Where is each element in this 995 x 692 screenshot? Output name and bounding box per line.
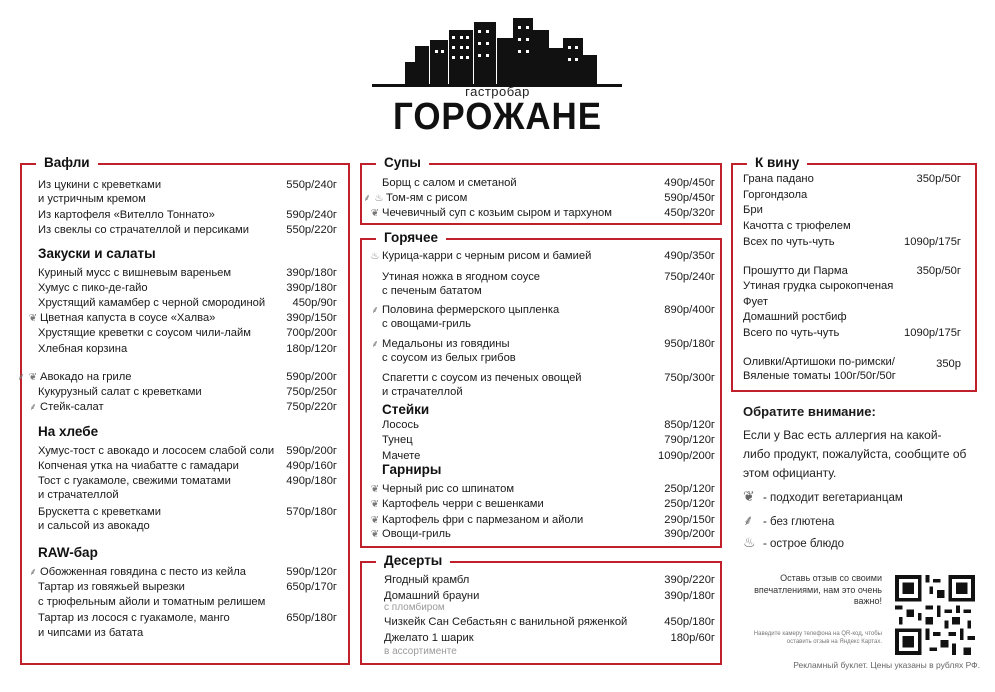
menu-item: Лосось (382, 419, 419, 431)
menu-item: Утиная ножка в ягодном соусе (382, 271, 541, 283)
legend-gluten-free: ⸙ - без глютена (743, 512, 835, 528)
wine-item: Грана падано (743, 173, 814, 185)
menu-item: Хрустящие креветки с соусом чили-лайм (38, 327, 251, 339)
leaf-icon: ❦ (28, 313, 38, 324)
leaf-icon: ❦ (370, 208, 380, 219)
wine-title: К вину (747, 155, 807, 170)
menu-item: Копченая утка на чиабатте с гамадари (38, 460, 239, 472)
menu-item-note: в ассортименте (384, 646, 457, 657)
wheat-free-icon: ⸙ (17, 372, 25, 383)
wine-price: 1090р/175г (904, 327, 961, 339)
wheat-free-icon: ⸙ (371, 339, 379, 350)
menu-price: 250р/120г (664, 498, 715, 510)
menu-price: 180р/60г (670, 632, 715, 644)
menu-item: Из цукини с креветками (38, 179, 162, 191)
wine-item-sub: Вяленые томаты 100г/50г/50г (743, 370, 896, 382)
chili-icon: ♨ (370, 251, 380, 262)
menu-item: ⸙ Обожженная говядина с песто из кейла (29, 566, 246, 578)
menu-price: 490р/180г (286, 475, 337, 487)
menu-item: ⸙ Стейк-салат (29, 401, 104, 413)
notice-text: Если у Вас есть аллергия на какой-либо продукт, пожалуйста, сообщите об этом официанту. (743, 428, 967, 480)
menu-item-sub: с соусом из белых грибов (382, 352, 516, 364)
wine-price: 1090р/175г (904, 236, 961, 248)
menu-price: 570р/180г (286, 506, 337, 518)
menu-price: 950р/180г (664, 338, 715, 350)
menu-item: ❦ Картофель черри с вешенками (370, 498, 544, 510)
desserts-title: Десерты (376, 553, 450, 568)
logo-subtitle: гастробар (465, 84, 530, 99)
footer-note: Рекламный буклет. Цены указаны в рублях РФ. (793, 660, 980, 670)
menu-item: Из свеклы со страчателлой и персиками (38, 224, 249, 236)
wheat-free-icon: ⸙ (363, 193, 371, 204)
menu-item: ❦ Черный рис со шпинатом (370, 483, 515, 495)
menu-item-sub: с овощами-гриль (382, 318, 471, 330)
wine-item: Прошутто ди Парма (743, 265, 848, 277)
wine-item: Горгондзола (743, 189, 808, 201)
menu-item: Тартар из лосося с гуакамоле, манго (38, 612, 230, 624)
leaf-icon: ❦ (28, 372, 38, 383)
menu-price: 850р/120г (664, 419, 715, 431)
menu-price: 750р/300г (664, 372, 715, 384)
menu-price: 390р/200г (664, 528, 715, 540)
menu-item: Хумус с пико-де-гайо (38, 282, 148, 294)
menu-price: 390р/180г (286, 282, 337, 294)
waffles-title: Вафли (36, 155, 98, 170)
menu-price: 750р/220г (286, 401, 337, 413)
menu-item: ⸙ ❦ Авокадо на гриле (17, 371, 132, 383)
menu-item: Хумус-тост с авокадо и лососем слабой соли (38, 445, 275, 457)
menu-price: 390р/180г (286, 267, 337, 279)
menu-item: ♨ Курица-карри с черным рисом и бамией (370, 250, 592, 262)
menu-price: 550р/220г (286, 224, 337, 236)
wheat-free-icon: ⸙ (29, 402, 37, 413)
menu-item-sub: и чипсами из батата (38, 627, 144, 639)
qr-code[interactable] (895, 575, 975, 655)
menu-price: 650р/180г (286, 612, 337, 624)
menu-item: ❦ Овощи-гриль (370, 528, 451, 540)
menu-item: ❦ Цветная капуста в соусе «Халва» (28, 312, 216, 324)
wheat-free-icon: ⸙ (371, 305, 379, 316)
menu-price: 700р/200г (286, 327, 337, 339)
menu-price: 550р/240г (286, 179, 337, 191)
legend-vegetarian: ❦ - подходит вегетарианцам (743, 488, 903, 504)
qr-prompt: Оставь отзыв со своими впечатлениями, нам это очень важно! (754, 573, 882, 606)
menu-item: Хлебная корзина (38, 343, 128, 355)
menu-price: 490р/450г (664, 177, 715, 189)
menu-item: ⸙ Половина фермерского цыпленка (371, 304, 560, 316)
menu-price: 750р/240г (664, 271, 715, 283)
wine-item: Бри (743, 204, 763, 216)
snacks-title: Закуски и салаты (38, 246, 156, 261)
steaks-title: Стейки (382, 402, 430, 417)
wine-price: 350р/50г (916, 173, 961, 185)
menu-item: Кукурузный салат с креветками (38, 386, 202, 398)
wine-item: Домашний ростбиф (743, 311, 847, 323)
menu-item: ⸙ ♨ Том-ям с рисом (363, 192, 468, 204)
wine-price: 350р/50г (916, 265, 961, 277)
menu-item: Чизкейк Сан Себастьян с ванильной ряженкой (384, 616, 628, 628)
menu-item: Джелато 1 шарик (384, 632, 474, 644)
menu-price: 890р/400г (664, 304, 715, 316)
sides-title: Гарниры (382, 462, 442, 477)
hot-title: Горячее (376, 230, 446, 245)
wine-item: Качотта с трюфелем (743, 220, 851, 232)
menu-item: Хрустящий камамбер с черной смородиной (38, 297, 266, 309)
wheat-free-icon: ⸙ (743, 512, 754, 528)
notice-title: Обратите внимание: (743, 404, 876, 419)
soups-title: Супы (376, 155, 429, 170)
wheat-free-icon: ⸙ (29, 567, 37, 578)
menu-item: Ягодный крамбл (384, 574, 470, 586)
menu-price: 250р/120г (664, 483, 715, 495)
wine-item: Фует (743, 296, 768, 308)
legend-spicy: ♨ - острое блюдо (743, 534, 845, 550)
menu-price: 650р/170г (286, 581, 337, 593)
chili-icon: ♨ (374, 193, 384, 204)
menu-item: Брускетта с креветками (38, 506, 161, 518)
menu-price: 390р/150г (286, 312, 337, 324)
bread-title: На хлебе (38, 424, 99, 439)
menu-price: 390р/220г (664, 574, 715, 586)
raw-title: RAW-бар (38, 545, 98, 560)
menu-item-sub: и сальсой из авокадо (38, 520, 150, 532)
menu-item: Тартар из говяжьей вырезки (38, 581, 185, 593)
menu-item: ⸙ Медальоны из говядины (371, 338, 510, 350)
menu-price: 450р/90г (292, 297, 337, 309)
menu-item: Куриный мусс с вишневым вареньем (38, 267, 232, 279)
menu-price: 590р/200г (286, 445, 337, 457)
leaf-icon: ❦ (370, 499, 380, 510)
menu-price: 290р/150г (664, 514, 715, 526)
menu-item-sub: и страчателлой (382, 386, 463, 398)
menu-item: Из картофеля «Вителло Тоннато» (38, 209, 215, 221)
menu-item-sub: с трюфельным айоли и томатным релишем (38, 596, 266, 608)
menu-price: 750р/250г (286, 386, 337, 398)
menu-item-note: с пломбиром (384, 602, 445, 613)
menu-price: 490р/160г (286, 460, 337, 472)
menu-price: 590р/450г (664, 192, 715, 204)
leaf-icon: ❦ (370, 484, 380, 495)
menu-price: 390р/180г (664, 590, 715, 602)
menu-price: 180р/120г (286, 343, 337, 355)
leaf-icon: ❦ (370, 529, 380, 540)
logo-title: ГОРОЖАНЕ (393, 96, 602, 138)
menu-item: ❦ Чечевичный суп с козьим сыром и тархуном (370, 207, 612, 219)
wine-item: Утиная грудка сырокопченая (743, 280, 894, 292)
menu-item-sub: и устричным кремом (38, 193, 146, 205)
menu-item: ❦ Картофель фри с пармезаном и айоли (370, 514, 584, 526)
menu-price: 450р/180г (664, 616, 715, 628)
leaf-icon: ❦ (370, 515, 380, 526)
wine-item: Всего по чуть-чуть (743, 327, 840, 339)
menu-price: 590р/120г (286, 566, 337, 578)
menu-price: 590р/240г (286, 209, 337, 221)
menu-item: Мачете (382, 450, 421, 462)
menu-price: 590р/200г (286, 371, 337, 383)
wine-item: Всех по чуть-чуть (743, 236, 835, 248)
qr-hint: Наведите камеру телефона на QR-код, чтобы оставить отзыв на Яндекс Картах. (753, 631, 882, 645)
menu-item: Тост с гуакамоле, свежими томатами (38, 475, 231, 487)
menu-price: 1090р/200г (658, 450, 715, 462)
menu-price: 490р/350г (664, 250, 715, 262)
menu-item: Тунец (382, 434, 413, 446)
menu-item: Спагетти с соусом из печеных овощей (382, 372, 582, 384)
wine-item: Оливки/Артишоки по-римски/ (743, 356, 895, 368)
leaf-icon: ❦ (743, 488, 755, 504)
menu-price: 790р/120г (664, 434, 715, 446)
menu-item-sub: с печеным бататом (382, 285, 482, 297)
menu-price: 450р/320г (664, 207, 715, 219)
menu-item: Борщ с салом и сметаной (382, 177, 517, 189)
wine-price: 350р (936, 358, 961, 370)
flame-icon: ♨ (743, 534, 756, 550)
header (0, 0, 995, 150)
menu-item-sub: и страчателлой (38, 489, 119, 501)
menu-item: Домашний брауни (384, 590, 480, 602)
